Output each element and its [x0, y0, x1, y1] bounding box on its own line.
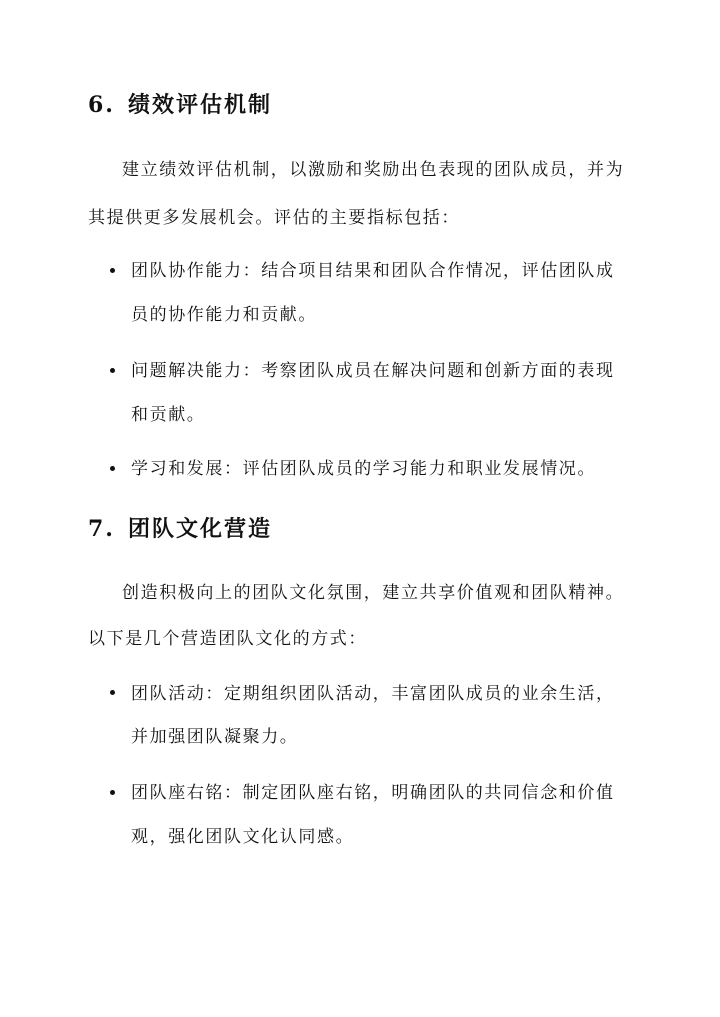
- section-7-bullet-1-line-1: 团队活动：定期组织团队活动，丰富团队成员的业余生活，: [131, 684, 615, 704]
- section-6-intro-line-2: 其提供更多发展机会。评估的主要指标包括：: [88, 208, 460, 228]
- section-7-bullet-2-line-2: 观，强化团队文化认同感。: [131, 827, 355, 847]
- section-6-bullet-3-line-1: 学习和发展：评估团队成员的学习能力和职业发展情况。: [131, 459, 596, 479]
- section-7-bullet-2-line-1: 团队座右铭：制定团队座右铭，明确团队的共同信念和价值: [131, 783, 615, 803]
- section-6-bullet-1-line-2: 员的协作能力和贡献。: [131, 305, 317, 325]
- section-6-bullet-1-line-1: 团队协作能力：结合项目结果和团队合作情况，评估团队成: [131, 261, 615, 281]
- section-7-intro-line-1: 创造积极向上的团队文化氛围，建立共享价值观和团队精神。: [122, 583, 625, 603]
- section-6-bullet-2-line-2: 和贡献。: [131, 405, 206, 425]
- bullet-marker: [110, 466, 115, 471]
- section-7-heading: [88, 512, 272, 543]
- section-6-heading: [88, 88, 272, 119]
- section-7-title: 团队文化营造: [128, 516, 273, 542]
- bullet-marker: [110, 368, 115, 373]
- bullet-marker: [110, 690, 115, 695]
- section-6-bullet-2-line-1: 问题解决能力：考察团队成员在解决问题和创新方面的表现: [131, 361, 615, 381]
- section-7-intro-line-2: 以下是几个营造团队文化的方式：: [88, 629, 367, 649]
- section-7-number: 7.: [88, 516, 115, 542]
- section-6-number: 6.: [88, 92, 115, 118]
- bullet-marker: [110, 790, 115, 795]
- bullet-marker: [110, 268, 115, 273]
- section-6-title: 绩效评估机制: [128, 92, 273, 118]
- section-7-bullet-1-line-2: 并加强团队凝聚力。: [131, 727, 299, 747]
- section-6-intro-line-1: 建立绩效评估机制，以激励和奖励出色表现的团队成员，并为: [122, 160, 625, 180]
